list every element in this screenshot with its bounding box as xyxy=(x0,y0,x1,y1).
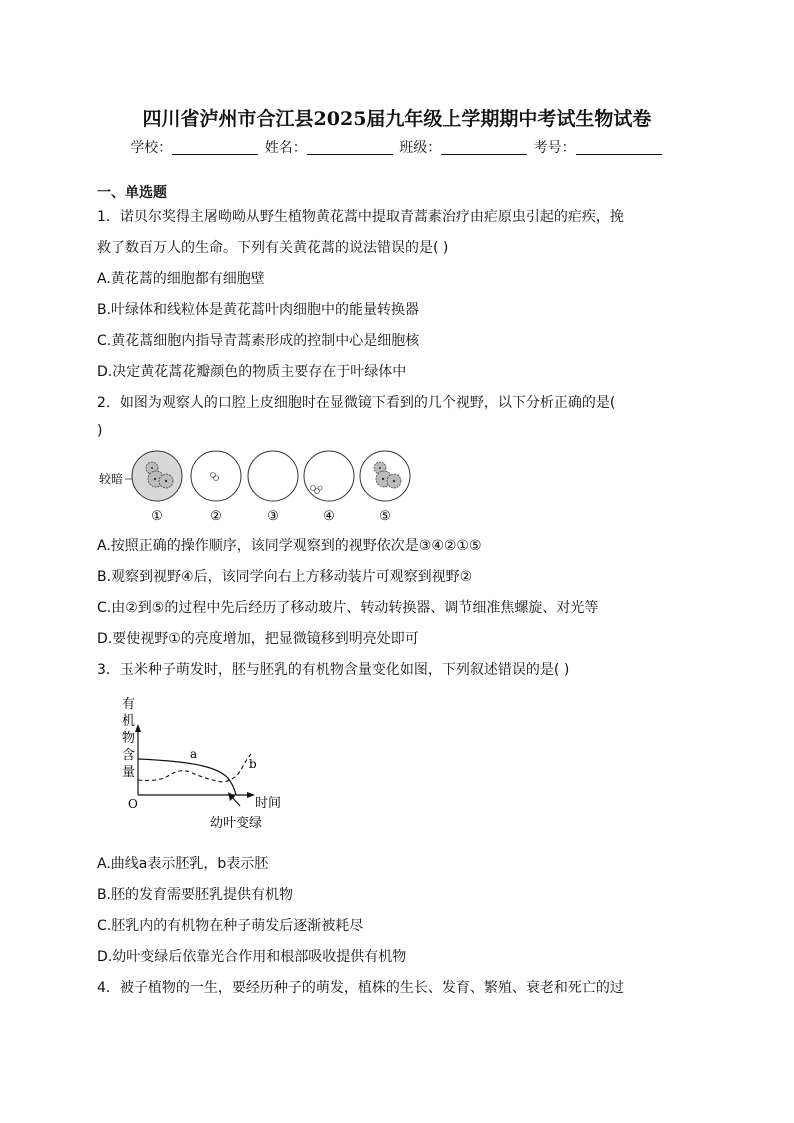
ylabel-char-3: 物 xyxy=(122,731,136,746)
q2-option-a: A.按照正确的操作顺序，该同学观察到的视野依次是③④②①⑤ xyxy=(97,538,482,554)
q3-option-b: B.胚的发育需要胚乳提供有机物 xyxy=(97,887,294,903)
q4-stem-line1: 4．被子植物的一生，要经历种子的萌发，植株的生长、发育、繁殖、衰老和死亡的过 xyxy=(97,980,624,996)
q2-stem-line1: 2．如图为观察人的口腔上皮细胞时在显微镜下看到的几个视野，以下分析正确的是( xyxy=(97,395,616,411)
origin-label: O xyxy=(128,797,138,811)
q3-option-d: D.幼叶变绿后依靠光合作用和根部吸收提供有机物 xyxy=(97,949,407,965)
q1-stem-line2: 救了数百万人的生命。下列有关黄花蒿的说法错误的是( ) xyxy=(97,240,449,256)
field-label-4: ④ xyxy=(323,509,335,524)
field-label-1: ① xyxy=(151,509,163,524)
ylabel-char-2: 机 xyxy=(122,714,136,729)
q2-option-c: C.由②到⑤的过程中先后经历了移动玻片、转动转换器、调节细准焦螺旋、对光等 xyxy=(97,600,599,616)
q2-option-b: B.观察到视野④后，该同学向右上方移动装片可观察到视野② xyxy=(97,569,473,585)
q1-option-c: C.黄花蒿细胞内指导青蒿素形成的控制中心是细胞核 xyxy=(97,333,420,349)
q1-stem-line1: 1．诺贝尔奖得主屠呦呦从野生植物黄花蒿中提取青蒿素治疗由疟原虫引起的疟疾，挽 xyxy=(97,209,624,225)
q2-option-d: D.要使视野①的亮度增加，把显微镜移到明亮处即可 xyxy=(97,631,419,647)
q3-stem: 3．玉米种子萌发时，胚与胚乳的有机物含量变化如图，下列叙述错误的是( ) xyxy=(97,662,570,678)
section-title: 一、单选题 xyxy=(97,185,167,201)
school-blank xyxy=(172,140,258,155)
field-2 xyxy=(191,451,241,501)
ylabel-char-1: 有 xyxy=(122,697,136,712)
q1-option-d: D.决定黄花蒿花瓣颜色的物质主要存在于叶绿体中 xyxy=(97,364,407,380)
q3-option-a: A.曲线a表示胚乳，b表示胚 xyxy=(97,856,269,872)
exam-no-blank xyxy=(576,140,662,155)
class-blank xyxy=(441,140,527,155)
exam-title: 四川省泸州市合江县2025届九年级上学期期中考试生物试卷 xyxy=(142,108,652,130)
field-label-5: ⑤ xyxy=(379,509,391,524)
name-blank xyxy=(307,140,393,155)
field-label-3: ③ xyxy=(267,509,279,524)
q1-option-a: A.黄花蒿的细胞都有细胞壁 xyxy=(97,271,265,287)
q3-option-c: C.胚乳内的有机物在种子萌发后逐渐被耗尽 xyxy=(97,918,364,934)
q2-stem-line2: ) xyxy=(97,423,103,439)
field-4 xyxy=(304,451,354,501)
name-label: 姓名： xyxy=(264,140,307,156)
q1-option-b: B.叶绿体和线粒体是黄花蒿叶肉细胞中的能量转换器 xyxy=(97,302,420,318)
school-label: 学校： xyxy=(130,140,173,156)
annotation-label: 幼叶变绿 xyxy=(210,816,263,831)
curve-a xyxy=(138,759,236,795)
field-label-2: ② xyxy=(210,509,222,524)
exam-no-label: 考号： xyxy=(533,140,576,156)
field-5 xyxy=(360,451,410,501)
microscope-fields-figure xyxy=(97,448,417,526)
class-label: 班级： xyxy=(399,140,442,156)
curve-a-label: a xyxy=(190,747,198,761)
curve-b-label: b xyxy=(249,757,257,771)
xlabel: 时间 xyxy=(255,796,282,811)
student-info-row xyxy=(0,137,794,157)
field-1 xyxy=(132,451,182,501)
ylabel-char-4: 含 xyxy=(122,748,136,763)
dark-label: 较暗 xyxy=(99,472,124,486)
field-3 xyxy=(248,451,298,501)
organic-matter-graph xyxy=(108,690,298,835)
ylabel-char-5: 量 xyxy=(122,765,136,780)
